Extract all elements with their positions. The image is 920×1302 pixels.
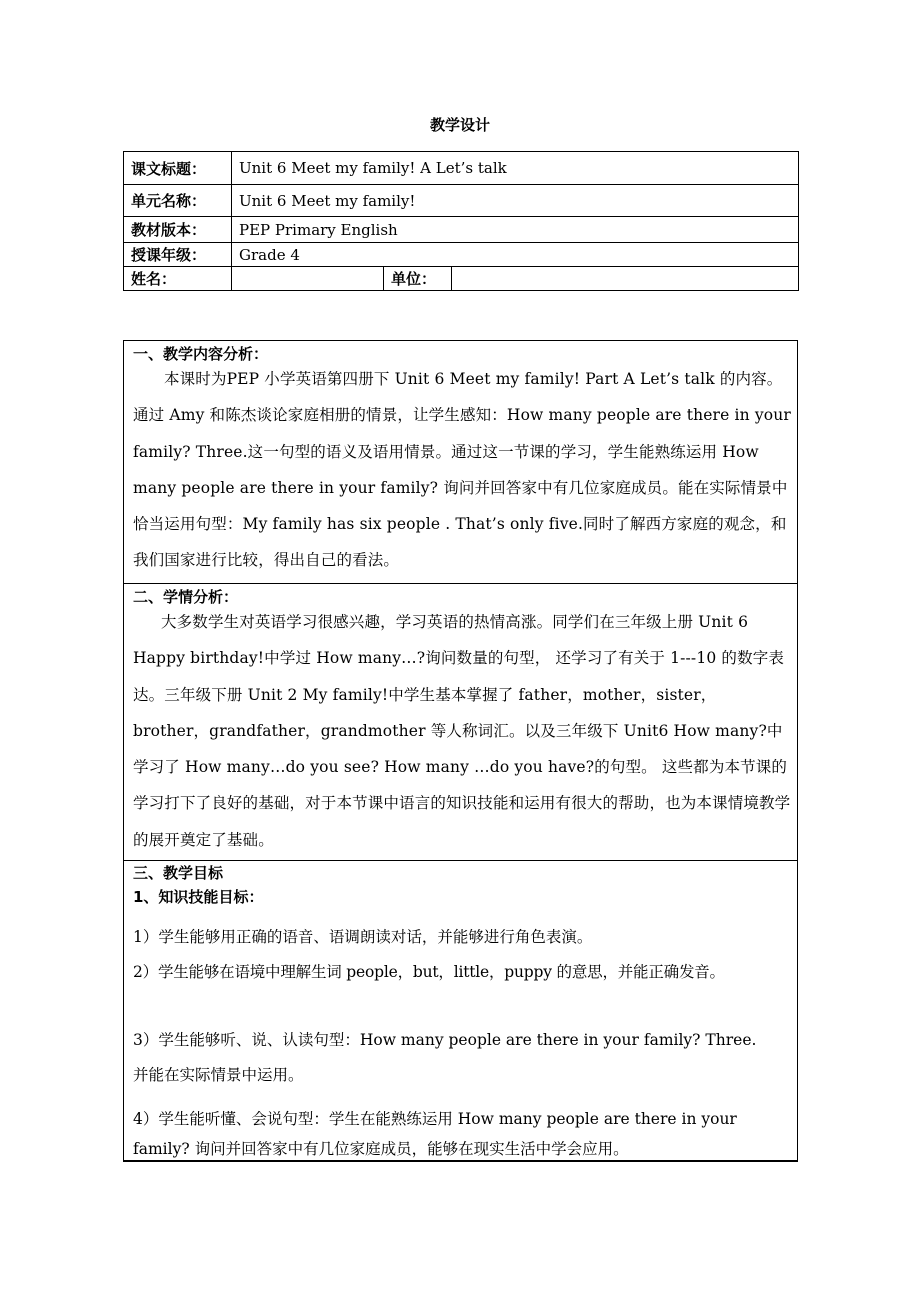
info-value: Unit 6 Meet my family! A Let’s talk — [232, 152, 799, 185]
section-paragraph: 大多数学生对英语学习很感兴趣，学习英语的热情高涨。同学们在三年级上册 Unit 6 Happy birthday!中学过 How many…?询问数量的句型， 还学习了有关于 1---10 的数字表达。三年级下册 Unit 2 My family!中学生基本掌握了 father，mother，sister，brother，grandfather，grandmother 等人称词汇。以及三年级下 Unit6 How many?中学习了 How many…do you see? How many …do you have?的句型。 这些都为本节课的学习打下了良好的基础，对于本节课中语言的知识技能和运用有很大的帮助，也为本课情境教学的展开奠定了基础。 — [133, 613, 791, 849]
info-label: 授课年级： — [124, 243, 232, 267]
info-row-unit — [124, 185, 799, 217]
name-field — [232, 267, 384, 291]
section-heading: 一、教学内容分析： — [133, 345, 269, 363]
unit-label: 单位： — [384, 267, 452, 291]
objective-item: 3）学生能够听、说、认读句型：How many people are there in your family? Three. — [133, 1031, 757, 1049]
section-heading: 三、教学目标 — [133, 864, 224, 882]
objective-item: 1）学生能够用正确的语音、语调朗读对话，并能够进行角色表演。 — [133, 928, 593, 946]
objective-item-continued: family? 询问并回答家中有几位家庭成员，能够在现实生活中学会应用。 — [133, 1140, 629, 1158]
page-title: 教学设计 — [429, 116, 490, 134]
info-value: PEP Primary English — [232, 217, 799, 243]
section-paragraph: 本课时为PEP 小学英语第四册下 Unit 6 Meet my family! Part A Let’s talk 的内容。通过 Amy 和陈杰谈论家庭相册的情景，让学生感知：How many people are there in your family? Three.这一句型的语义及语用情景。通过这一节课的学习，学生能熟练运用 How many people are there in your family? 询问并回答家中有几位家庭成员。能在实际情景中恰当运用句型：My family has six people . That’s only five.同时了解西方家庭的观念，和我们国家进行比较，得出自己的看法。 — [133, 370, 791, 570]
lesson-plan-table — [123, 340, 798, 1162]
section-heading: 二、学情分析： — [133, 588, 239, 606]
info-value: Grade 4 — [232, 243, 799, 267]
info-row-name-unit — [124, 267, 799, 291]
info-row-grade — [124, 243, 799, 267]
objective-item-continued: 并能在实际情景中运用。 — [133, 1066, 304, 1084]
learner-analysis-section — [124, 584, 797, 861]
lesson-info-table — [123, 151, 799, 291]
section-subheading: 1、知识技能目标： — [133, 888, 264, 906]
objective-item: 4）学生能听懂、会说句型：学生在能熟练运用 How many people are there in your — [133, 1110, 737, 1128]
info-row-textbook — [124, 217, 799, 243]
info-row-title — [124, 152, 799, 185]
info-value: Unit 6 Meet my family! — [232, 185, 799, 217]
objectives-section — [124, 861, 797, 1160]
info-label: 教材版本： — [124, 217, 232, 243]
content-analysis-section — [124, 341, 797, 584]
info-label: 课文标题： — [124, 152, 232, 185]
info-label: 单元名称： — [124, 185, 232, 217]
unit-field — [452, 267, 799, 291]
objective-item: 2）学生能够在语境中理解生词 people，but，little，puppy 的意思，并能正确发音。 — [133, 963, 725, 981]
name-label: 姓名： — [124, 267, 232, 291]
